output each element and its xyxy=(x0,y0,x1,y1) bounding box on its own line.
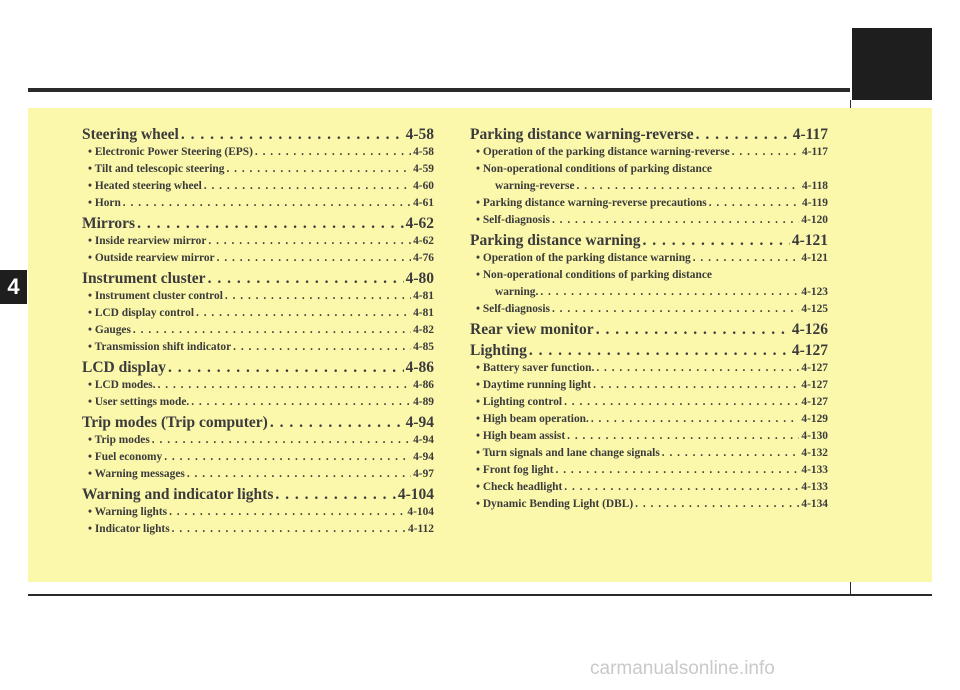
toc-item[interactable]: • Indicator lights . . . 4-112 xyxy=(82,521,434,538)
toc-item[interactable]: • Instrument cluster control . . . 4-81 xyxy=(82,288,434,305)
toc-item[interactable]: • Non-operational conditions of parking distance warning-reverse . . . 4-118 xyxy=(470,161,828,195)
chapter-tab: 4 xyxy=(0,270,27,304)
toc-item[interactable]: • Trip modes . . . 4-94 xyxy=(82,432,434,449)
toc-item[interactable]: • High beam operation. . . . 4-129 xyxy=(470,411,828,428)
toc-item[interactable]: • Daytime running light . . . 4-127 xyxy=(470,377,828,394)
toc-section[interactable]: Steering wheel . . . 4-58 xyxy=(82,125,434,144)
toc-item[interactable]: • Warning lights . . . 4-104 xyxy=(82,504,434,521)
toc-item[interactable]: • High beam assist . . . 4-130 xyxy=(470,428,828,445)
toc-item[interactable]: • Non-operational conditions of parking distance warning. . . . 4-123 xyxy=(470,267,828,301)
toc-item[interactable]: • Inside rearview mirror . . . 4-62 xyxy=(82,233,434,250)
toc-item[interactable]: • Operation of the parking distance warning . . . 4-121 xyxy=(470,250,828,267)
toc-item[interactable]: • Transmission shift indicator . . . 4-85 xyxy=(82,339,434,356)
toc-item[interactable]: • Lighting control . . . 4-127 xyxy=(470,394,828,411)
toc-section[interactable]: Parking distance warning . . . 4-121 xyxy=(470,231,828,250)
toc-item[interactable]: • Self-diagnosis . . . 4-125 xyxy=(470,301,828,318)
top-rule xyxy=(28,88,850,92)
toc-section[interactable]: Lighting . . . 4-127 xyxy=(470,341,828,360)
toc-item[interactable]: • Parking distance warning-reverse precautions . . . 4-119 xyxy=(470,195,828,212)
toc-item[interactable]: • Gauges . . . 4-82 xyxy=(82,322,434,339)
bottom-rule xyxy=(28,594,932,596)
toc-section[interactable]: Parking distance warning-reverse . . . 4-117 xyxy=(470,125,828,144)
toc-item[interactable]: • Tilt and telescopic steering . . . 4-59 xyxy=(82,161,434,178)
corner-black-tab xyxy=(852,28,932,100)
toc-section[interactable]: Warning and indicator lights . . . 4-104 xyxy=(82,485,434,504)
toc-item[interactable]: • Dynamic Bending Light (DBL) . . . 4-134 xyxy=(470,496,828,513)
toc-item[interactable]: • LCD modes. . . . 4-86 xyxy=(82,377,434,394)
toc-section[interactable]: Rear view monitor . . . 4-126 xyxy=(470,320,828,339)
toc-item[interactable]: • Self-diagnosis . . . 4-120 xyxy=(470,212,828,229)
toc-item[interactable]: • Heated steering wheel . . . 4-60 xyxy=(82,178,434,195)
toc-section[interactable]: Instrument cluster . . . 4-80 xyxy=(82,269,434,288)
toc-item[interactable]: • Battery saver function. . . . 4-127 xyxy=(470,360,828,377)
toc-item[interactable]: • User settings mode. . . . 4-89 xyxy=(82,394,434,411)
toc-item[interactable]: • Horn . . . 4-61 xyxy=(82,195,434,212)
toc-item[interactable]: • Operation of the parking distance warning-reverse . . . 4-117 xyxy=(470,144,828,161)
toc-section[interactable]: Mirrors . . . 4-62 xyxy=(82,214,434,233)
toc-left-column xyxy=(82,123,434,538)
toc-section[interactable]: Trip modes (Trip computer) . . . 4-94 xyxy=(82,413,434,432)
toc-section[interactable]: LCD display . . . 4-86 xyxy=(82,358,434,377)
toc-item[interactable]: • Outside rearview mirror . . . 4-76 xyxy=(82,250,434,267)
toc-item[interactable]: • Warning messages . . . 4-97 xyxy=(82,466,434,483)
toc-item[interactable]: • Turn signals and lane change signals . . . 4-132 xyxy=(470,445,828,462)
toc-item[interactable]: • Fuel economy . . . 4-94 xyxy=(82,449,434,466)
watermark: carmanualsonline.info xyxy=(590,658,775,679)
toc-item[interactable]: • Electronic Power Steering (EPS) . . . 4-58 xyxy=(82,144,434,161)
toc-item[interactable]: • Check headlight . . . 4-133 xyxy=(470,479,828,496)
toc-item[interactable]: • Front fog light . . . 4-133 xyxy=(470,462,828,479)
toc-item[interactable]: • LCD display control . . . 4-81 xyxy=(82,305,434,322)
toc-right-column xyxy=(470,123,828,513)
